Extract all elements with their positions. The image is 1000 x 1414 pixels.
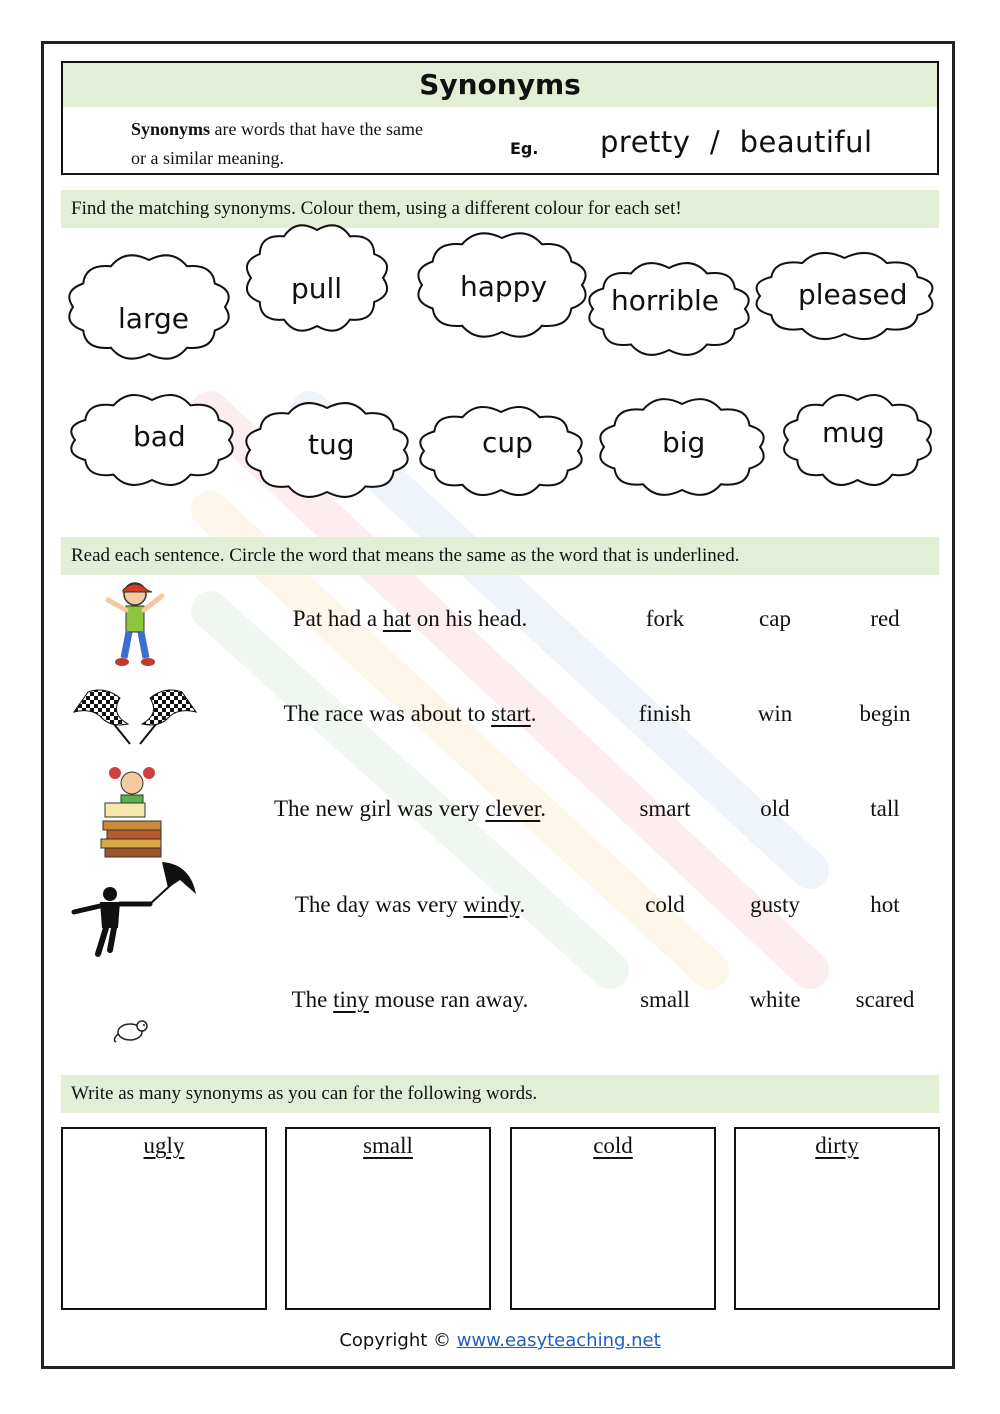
answer-choice[interactable]: gusty [750, 892, 800, 917]
title-box [61, 61, 939, 175]
word-cloud[interactable] [596, 396, 768, 498]
instruction-band-2: Read each sentence. Circle the word that means the same as the word that is underlined. [61, 537, 939, 575]
cloud-word: big [662, 426, 706, 459]
copyright-text: Copyright © [339, 1330, 457, 1351]
sentence-start: The race was about to [283, 701, 492, 726]
page-title: Synonyms [63, 63, 937, 107]
write-box-word: dirty [815, 1133, 859, 1158]
sentence-start: The new girl was very [273, 796, 486, 821]
answer-choice[interactable]: finish [638, 701, 692, 726]
write-box-1[interactable] [61, 1127, 267, 1310]
word-cloud[interactable] [780, 392, 935, 488]
word-cloud[interactable] [414, 230, 590, 340]
cloud-word: cup [482, 426, 533, 459]
easyteaching-link[interactable]: www.easyteaching.net [456, 1330, 661, 1351]
word-cloud[interactable] [65, 252, 233, 362]
underlined-word: windy [463, 892, 520, 917]
copyright-footer [0, 1330, 1000, 1351]
answer-choice[interactable]: begin [859, 701, 911, 726]
cloud-word: tug [308, 428, 355, 461]
cloud-word: large [118, 302, 189, 335]
answer-choice[interactable]: white [749, 987, 801, 1012]
sentence-end: . [540, 796, 547, 821]
sentence-end: . [530, 701, 537, 726]
checkered-flags-icon [70, 688, 200, 748]
cloud-word: horrible [611, 284, 719, 317]
answer-choice[interactable]: win [757, 701, 793, 726]
sentence-end: on his head. [410, 606, 528, 631]
write-box-word: ugly [143, 1133, 185, 1158]
write-box-word: cold [593, 1133, 633, 1158]
mouse-icon [112, 1014, 156, 1044]
sentence [230, 606, 590, 632]
underlined-word: hat [382, 606, 411, 631]
cloud-word: pull [291, 272, 343, 305]
underlined-word: clever [485, 796, 541, 821]
answer-choice[interactable]: red [870, 606, 900, 631]
word-cloud[interactable] [242, 400, 412, 500]
word-cloud[interactable] [243, 222, 391, 334]
underlined-word: start [491, 701, 531, 726]
answer-choice[interactable]: hot [870, 892, 900, 917]
write-box-4[interactable] [734, 1127, 940, 1310]
word-cloud[interactable] [67, 392, 237, 488]
sentence-end: . [519, 892, 526, 917]
cloud-word: bad [133, 420, 186, 453]
sentence-end: mouse ran away. [368, 987, 529, 1012]
cloud-word: happy [460, 270, 548, 303]
write-box-3[interactable] [510, 1127, 716, 1310]
girl-reading-books-icon [95, 765, 170, 860]
sentence [230, 701, 590, 727]
answer-choice[interactable]: cap [759, 606, 791, 631]
answer-choice[interactable]: smart [639, 796, 691, 821]
cloud-word: pleased [798, 278, 908, 311]
instruction-band-3: Write as many synonyms as you can for the following words. [61, 1075, 939, 1113]
answer-choice[interactable]: tall [870, 796, 900, 821]
sentence [230, 987, 590, 1013]
word-cloud[interactable] [585, 260, 753, 358]
eg-label: Eg. [510, 139, 539, 158]
man-with-umbrella-icon [70, 858, 198, 958]
example-synonyms: pretty / beautiful [600, 125, 873, 159]
answer-choice[interactable]: scared [855, 987, 915, 1012]
definition-text [131, 115, 491, 173]
answer-choice[interactable]: old [760, 796, 790, 821]
sentence-start: The day was very [294, 892, 464, 917]
word-cloud[interactable] [416, 404, 586, 498]
sentence [230, 892, 590, 918]
definition-rest: are words that have the same [210, 119, 423, 139]
answer-choice[interactable]: cold [645, 892, 685, 917]
answer-choice[interactable]: small [640, 987, 690, 1012]
sentence [230, 796, 590, 822]
word-cloud[interactable] [752, 250, 937, 342]
sentence-start: The [291, 987, 334, 1012]
cloud-word: mug [822, 416, 885, 449]
boy-with-cap-icon [98, 578, 172, 668]
definition-term: Synonyms [131, 119, 211, 139]
write-box-word: small [363, 1133, 413, 1158]
write-box-2[interactable] [285, 1127, 491, 1310]
underlined-word: tiny [333, 987, 369, 1012]
definition-line2: or a similar meaning. [131, 148, 284, 168]
answer-choice[interactable]: fork [645, 606, 685, 631]
sentence-start: Pat had a [292, 606, 383, 631]
instruction-band-1: Find the matching synonyms. Colour them, using a different colour for each set! [61, 190, 939, 228]
